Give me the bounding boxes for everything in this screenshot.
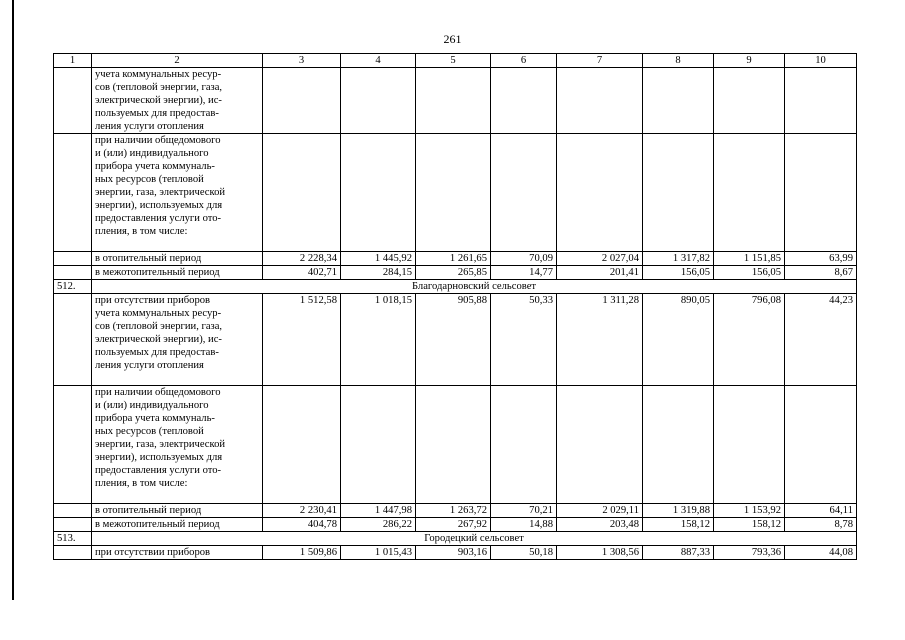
value-cell: 2 027,04 [557,252,643,266]
header-cell: 7 [557,54,643,68]
value-cell: 267,92 [416,518,491,532]
table-row [54,546,857,560]
value-cell: 890,05 [643,294,714,386]
table-row [54,266,857,280]
value-cell: 1 308,56 [557,546,643,560]
header-cell: 9 [714,54,785,68]
description-cell: в отопительный период [92,504,263,518]
value-cell: 1 015,43 [341,546,416,560]
value-cell [341,134,416,252]
value-cell: 1 445,92 [341,252,416,266]
value-cell: 284,15 [341,266,416,280]
tariff-table [53,53,857,560]
value-cell: 158,12 [714,518,785,532]
value-cell: 903,16 [416,546,491,560]
table-row [54,504,857,518]
table-row [54,68,857,134]
value-cell [643,68,714,134]
row-number-cell [54,266,92,280]
header-cell: 4 [341,54,416,68]
row-number-cell [54,134,92,252]
value-cell [263,68,341,134]
value-cell [785,386,857,504]
description-cell: в межотопительный период [92,518,263,532]
table-row [54,134,857,252]
value-cell: 156,05 [714,266,785,280]
value-cell: 203,48 [557,518,643,532]
value-cell: 2 029,11 [557,504,643,518]
header-cell: 10 [785,54,857,68]
description-cell: в отопительный период [92,252,263,266]
table-row [54,518,857,532]
row-number-cell [54,68,92,134]
value-cell: 2 228,34 [263,252,341,266]
section-number: 513. [54,532,92,546]
value-cell [557,134,643,252]
value-cell [643,386,714,504]
value-cell: 50,33 [491,294,557,386]
value-cell: 44,23 [785,294,857,386]
value-cell: 1 261,65 [416,252,491,266]
value-cell: 50,18 [491,546,557,560]
value-cell: 1 018,15 [341,294,416,386]
table-row [54,294,857,386]
value-cell [263,386,341,504]
value-cell [341,386,416,504]
description-cell: в межотопительный период [92,266,263,280]
value-cell [416,68,491,134]
row-number-cell [54,252,92,266]
header-cell: 6 [491,54,557,68]
value-cell [785,134,857,252]
value-cell: 402,71 [263,266,341,280]
value-cell: 201,41 [557,266,643,280]
section-title: Благодарновский сельсовет [92,280,857,294]
section-row [54,280,857,294]
description-cell: при отсутствии приборов [92,546,263,560]
value-cell [557,68,643,134]
value-cell: 793,36 [714,546,785,560]
table-row [54,386,857,504]
value-cell: 265,85 [416,266,491,280]
value-cell [263,134,341,252]
value-cell: 14,77 [491,266,557,280]
value-cell [416,134,491,252]
value-cell [714,68,785,134]
value-cell [643,134,714,252]
value-cell: 1 151,85 [714,252,785,266]
value-cell: 887,33 [643,546,714,560]
value-cell: 8,78 [785,518,857,532]
row-number-cell [54,294,92,386]
value-cell: 1 317,82 [643,252,714,266]
value-cell [785,68,857,134]
table-row [54,252,857,266]
header-cell: 1 [54,54,92,68]
section-number: 512. [54,280,92,294]
value-cell: 14,88 [491,518,557,532]
value-cell: 905,88 [416,294,491,386]
description-cell: при наличии общедомового и (или) индивидуального прибора учета коммуналь- ных ресурсов (тепловой энергии, газа, электрической энергии), используемых для предоставления услуги ото- пления, в том числе: [92,134,263,252]
value-cell: 1 263,72 [416,504,491,518]
header-cell: 8 [643,54,714,68]
value-cell [714,386,785,504]
header-cell: 2 [92,54,263,68]
value-cell [491,134,557,252]
value-cell: 1 153,92 [714,504,785,518]
value-cell [341,68,416,134]
value-cell: 1 447,98 [341,504,416,518]
value-cell: 70,09 [491,252,557,266]
value-cell: 2 230,41 [263,504,341,518]
row-number-cell [54,546,92,560]
value-cell: 44,08 [785,546,857,560]
value-cell: 1 512,58 [263,294,341,386]
value-cell: 70,21 [491,504,557,518]
description-cell: учета коммунальных ресур- сов (тепловой энергии, газа, электрической энергии), ис- пользуемых для предостав- ления услуги отопления [92,68,263,134]
value-cell: 286,22 [341,518,416,532]
section-title: Городецкий сельсовет [92,532,857,546]
value-cell: 796,08 [714,294,785,386]
value-cell: 404,78 [263,518,341,532]
header-cell: 5 [416,54,491,68]
value-cell: 1 509,86 [263,546,341,560]
row-number-cell [54,518,92,532]
header-row [54,54,857,68]
value-cell [491,386,557,504]
description-cell: при наличии общедомового и (или) индивидуального прибора учета коммуналь- ных ресурсов (тепловой энергии, газа, электрической энергии), используемых для предоставления услуги ото- пления, в том числе: [92,386,263,504]
value-cell [491,68,557,134]
header-cell: 3 [263,54,341,68]
row-number-cell [54,386,92,504]
value-cell: 1 311,28 [557,294,643,386]
left-margin-rule [12,0,14,600]
value-cell [416,386,491,504]
value-cell: 63,99 [785,252,857,266]
value-cell: 8,67 [785,266,857,280]
value-cell [557,386,643,504]
section-row [54,532,857,546]
row-number-cell [54,504,92,518]
value-cell [714,134,785,252]
value-cell: 156,05 [643,266,714,280]
description-cell: при отсутствии приборов учета коммунальных ресур- сов (тепловой энергии, газа, электрической энергии), ис- пользуемых для предостав- ления услуги отопления [92,294,263,386]
value-cell: 158,12 [643,518,714,532]
value-cell: 64,11 [785,504,857,518]
value-cell: 1 319,88 [643,504,714,518]
page-number: 261 [443,32,462,46]
